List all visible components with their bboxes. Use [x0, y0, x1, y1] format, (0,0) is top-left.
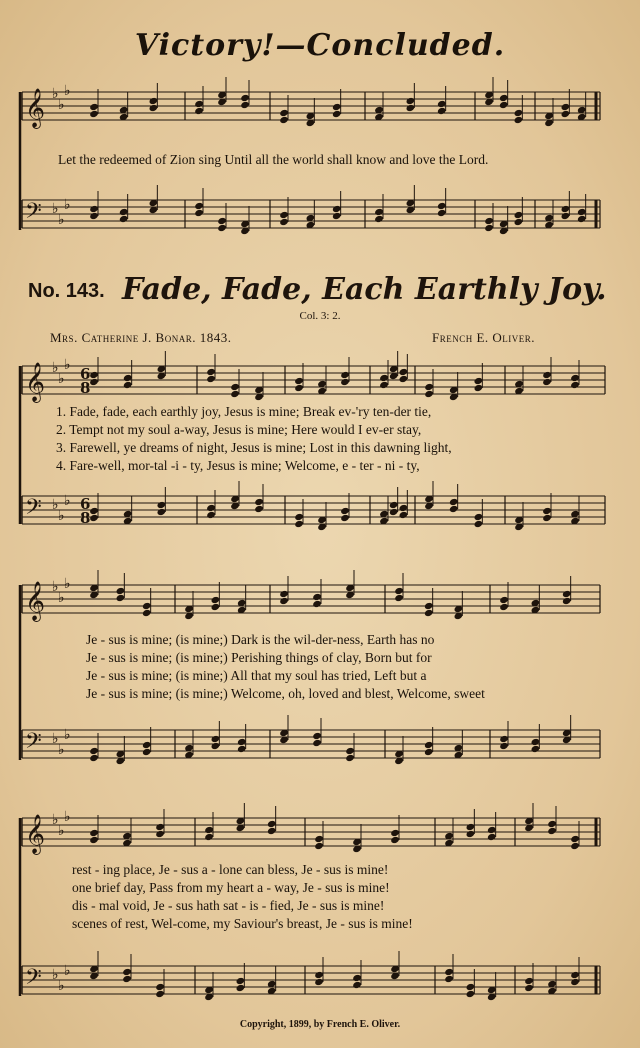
note-head	[424, 609, 434, 617]
verse-4-line-2: Je - sus is mine; (is mine;) Welcome, oh, loved and blest, Welcome, sweet	[86, 686, 485, 701]
verse-2-line-2: Je - sus is mine; (is mine;) Perishing things of clay, Born but for	[86, 650, 432, 665]
note-head	[142, 602, 152, 610]
note-head	[254, 505, 264, 513]
note-head	[379, 381, 389, 389]
note-head	[340, 514, 350, 522]
treble-clef: 𝄞	[25, 88, 46, 128]
note-head	[211, 603, 221, 611]
note-head	[499, 101, 509, 109]
note-head	[399, 511, 409, 519]
flat-sign: ♭	[58, 978, 65, 994]
note-head	[194, 202, 204, 210]
note-head	[89, 836, 99, 844]
note-head	[524, 984, 534, 992]
note-head	[230, 383, 240, 391]
note-head	[332, 103, 342, 111]
note-head	[514, 116, 524, 124]
note-head	[562, 590, 572, 598]
note-head	[444, 968, 454, 976]
note-head	[562, 597, 572, 605]
flat-sign: ♭	[64, 83, 71, 99]
note-head	[312, 593, 322, 601]
verse-2-line-1: 2. Tempt not my soul a-way, Jesus is mine; Here would I ev-er stay,	[56, 422, 422, 437]
copyright-notice: Copyright, 1899, by French E. Oliver.	[239, 1019, 401, 1030]
treble-clef: 𝄞	[25, 814, 46, 854]
note-head	[237, 738, 247, 746]
note-head	[312, 739, 322, 747]
note-head	[542, 378, 552, 386]
note-head	[374, 208, 384, 216]
time-signature: 6	[80, 365, 91, 383]
note-head	[142, 609, 152, 617]
note-head	[314, 971, 324, 979]
note-head	[236, 984, 246, 992]
note-head	[267, 820, 277, 828]
note-head	[116, 587, 126, 595]
note-head	[340, 371, 350, 379]
note-head	[194, 209, 204, 217]
note-head	[499, 735, 509, 743]
flat-sign: ♭	[58, 371, 65, 387]
treble-clef: 𝄞	[25, 362, 46, 402]
note-head	[279, 109, 289, 117]
note-head	[389, 501, 399, 509]
note-head	[230, 390, 240, 398]
note-head	[390, 829, 400, 837]
flat-sign: ♭	[52, 731, 59, 747]
note-head	[424, 741, 434, 749]
flat-sign: ♭	[58, 823, 65, 839]
note-head	[89, 212, 99, 220]
note-head	[466, 983, 476, 991]
note-head	[123, 381, 133, 389]
top-lyric-line: Let the redeemed of Zion sing Until all the world shall know and love the Lord.	[58, 152, 489, 167]
note-head	[449, 505, 459, 513]
flat-sign: ♭	[52, 86, 59, 102]
note-head	[294, 520, 304, 528]
note-head	[474, 384, 484, 392]
note-head	[332, 110, 342, 118]
note-head	[236, 977, 246, 985]
note-head	[424, 383, 434, 391]
note-head	[312, 732, 322, 740]
note-head	[157, 501, 167, 509]
note-head	[531, 745, 541, 753]
note-head	[437, 202, 447, 210]
note-head	[394, 594, 404, 602]
note-head	[217, 217, 227, 225]
note-head	[577, 215, 587, 223]
bass-clef: 𝄢	[25, 729, 42, 759]
verse-3-line-3: dis - mal void, Je - sus hath sat - is - fied, Je - sus is mine!	[72, 898, 385, 913]
note-head	[406, 104, 416, 112]
note-head	[570, 381, 580, 389]
author-credit: Mrs. Catherine J. Bonar. 1843.	[50, 330, 232, 345]
flat-sign: ♭	[64, 576, 71, 592]
note-head	[379, 374, 389, 382]
note-head	[340, 378, 350, 386]
note-head	[340, 507, 350, 515]
note-head	[514, 218, 524, 226]
verse-4-line-3: scenes of rest, Wel-come, my Saviour's breast, Je - sus is mine!	[72, 916, 413, 931]
note-head	[424, 748, 434, 756]
note-head	[89, 371, 99, 379]
note-head	[314, 842, 324, 850]
verse-1-line-3: rest - ing place, Je - sus a - lone can bless, Je - sus is mine!	[72, 862, 389, 877]
note-head	[142, 741, 152, 749]
note-head	[332, 205, 342, 213]
note-head	[279, 597, 289, 605]
note-head	[155, 823, 165, 831]
note-head	[204, 833, 214, 841]
note-head	[561, 103, 571, 111]
note-head	[279, 116, 289, 124]
note-head	[119, 208, 129, 216]
note-head	[474, 377, 484, 385]
note-head	[570, 971, 580, 979]
note-head	[424, 602, 434, 610]
flat-sign: ♭	[64, 493, 71, 509]
note-head	[561, 212, 571, 220]
note-head	[374, 215, 384, 223]
note-head	[437, 209, 447, 217]
note-head	[406, 97, 416, 105]
note-head	[449, 498, 459, 506]
note-head	[279, 590, 289, 598]
note-head	[89, 754, 99, 762]
note-head	[570, 978, 580, 986]
note-head	[542, 507, 552, 515]
note-head	[194, 107, 204, 115]
note-head	[206, 504, 216, 512]
note-head	[149, 104, 159, 112]
note-head	[474, 513, 484, 521]
time-signature: 6	[80, 495, 91, 513]
note-head	[194, 100, 204, 108]
note-head	[542, 514, 552, 522]
bass-clef: 𝄢	[25, 199, 42, 229]
note-head	[466, 990, 476, 998]
flat-sign: ♭	[58, 590, 65, 606]
time-signature: 8	[80, 509, 91, 527]
note-head	[217, 224, 227, 232]
note-head	[279, 211, 289, 219]
note-head	[399, 375, 409, 383]
flat-sign: ♭	[64, 963, 71, 979]
note-head	[294, 513, 304, 521]
note-head	[524, 977, 534, 985]
note-head	[345, 754, 355, 762]
note-head	[437, 107, 447, 115]
flat-sign: ♭	[52, 497, 59, 513]
note-head	[211, 596, 221, 604]
note-head	[487, 826, 497, 834]
note-head	[389, 508, 399, 516]
note-head	[332, 212, 342, 220]
note-head	[547, 820, 557, 828]
flat-sign: ♭	[58, 212, 65, 228]
verse-2-line-3: one brief day, Pass from my heart a - way, Je - sus is mine!	[72, 880, 390, 895]
note-head	[514, 109, 524, 117]
note-head	[487, 833, 497, 841]
note-head	[89, 110, 99, 118]
note-head	[312, 600, 322, 608]
verse-1-line-2: Je - sus is mine; (is mine;) Dark is the wil-der-ness, Earth has no	[86, 632, 435, 647]
note-head	[116, 594, 126, 602]
note-head	[466, 823, 476, 831]
note-head	[294, 377, 304, 385]
note-head	[314, 835, 324, 843]
note-head	[399, 368, 409, 376]
note-head	[119, 215, 129, 223]
note-head	[122, 975, 132, 983]
note-head	[89, 205, 99, 213]
flat-sign: ♭	[64, 809, 71, 825]
scripture-reference: Col. 3: 2.	[299, 310, 341, 322]
note-head	[570, 842, 580, 850]
flat-sign: ♭	[52, 579, 59, 595]
note-head	[437, 100, 447, 108]
note-head	[352, 981, 362, 989]
note-head	[394, 587, 404, 595]
note-head	[89, 514, 99, 522]
note-head	[499, 742, 509, 750]
bass-clef: 𝄢	[25, 965, 42, 995]
flat-sign: ♭	[58, 742, 65, 758]
flat-sign: ♭	[52, 360, 59, 376]
verse-3-line-1: 3. Farewell, ye dreams of night, Jesus is mine; Lost in this dawning light,	[56, 440, 452, 455]
flat-sign: ♭	[52, 201, 59, 217]
note-head	[204, 826, 214, 834]
note-head	[206, 511, 216, 519]
note-head	[352, 974, 362, 982]
continued-hymn-title: Victory!—Concluded.	[134, 28, 506, 63]
note-head	[499, 94, 509, 102]
note-head	[561, 205, 571, 213]
note-head	[237, 745, 247, 753]
verse-1-line-1: 1. Fade, fade, each earthly joy, Jesus is mine; Break ev-'ry ten-der tie,	[56, 404, 432, 419]
note-head	[577, 208, 587, 216]
note-head	[570, 374, 580, 382]
note-head	[142, 748, 152, 756]
note-head	[155, 990, 165, 998]
flat-sign: ♭	[58, 508, 65, 524]
note-head	[514, 211, 524, 219]
note-head	[547, 827, 557, 835]
treble-clef: 𝄞	[25, 581, 46, 621]
note-head	[254, 498, 264, 506]
note-head	[240, 94, 250, 102]
bass-clef: 𝄢	[25, 495, 42, 525]
note-head	[466, 830, 476, 838]
note-head	[314, 978, 324, 986]
composer-credit: French E. Oliver.	[432, 330, 536, 345]
flat-sign: ♭	[52, 967, 59, 983]
flat-sign: ♭	[52, 812, 59, 828]
note-head	[267, 827, 277, 835]
flat-sign: ♭	[64, 357, 71, 373]
note-head	[89, 829, 99, 837]
note-head	[484, 217, 494, 225]
verse-3-line-2: Je - sus is mine; (is mine;) All that my soul has tried, Left but a	[86, 668, 427, 683]
note-head	[345, 747, 355, 755]
note-head	[122, 968, 132, 976]
flat-sign: ♭	[58, 97, 65, 113]
note-head	[240, 101, 250, 109]
note-head	[206, 368, 216, 376]
note-head	[399, 504, 409, 512]
note-head	[279, 218, 289, 226]
note-head	[155, 983, 165, 991]
flat-sign: ♭	[64, 197, 71, 213]
hymn-number: No. 143.	[28, 280, 105, 302]
note-head	[211, 742, 221, 750]
note-head	[157, 508, 167, 516]
note-head	[484, 224, 494, 232]
note-head	[570, 835, 580, 843]
note-head	[294, 384, 304, 392]
note-head	[390, 836, 400, 844]
note-head	[444, 975, 454, 983]
note-head	[89, 378, 99, 386]
note-head	[474, 520, 484, 528]
hymn-title: Fade, Fade, Each Earthly Joy.	[122, 272, 607, 307]
flat-sign: ♭	[64, 727, 71, 743]
note-head	[499, 603, 509, 611]
note-head	[123, 374, 133, 382]
note-head	[542, 371, 552, 379]
note-head	[531, 738, 541, 746]
verse-4-line-1: 4. Fare-well, mor-tal -i - ty, Jesus is mine; Welcome, e - ter - ni - ty,	[56, 458, 420, 473]
note-head	[149, 97, 159, 105]
note-head	[89, 747, 99, 755]
note-head	[206, 375, 216, 383]
note-head	[89, 103, 99, 111]
note-head	[499, 596, 509, 604]
note-head	[89, 507, 99, 515]
note-head	[424, 390, 434, 398]
note-head	[155, 830, 165, 838]
note-head	[211, 735, 221, 743]
time-signature: 8	[80, 379, 91, 397]
note-head	[561, 110, 571, 118]
